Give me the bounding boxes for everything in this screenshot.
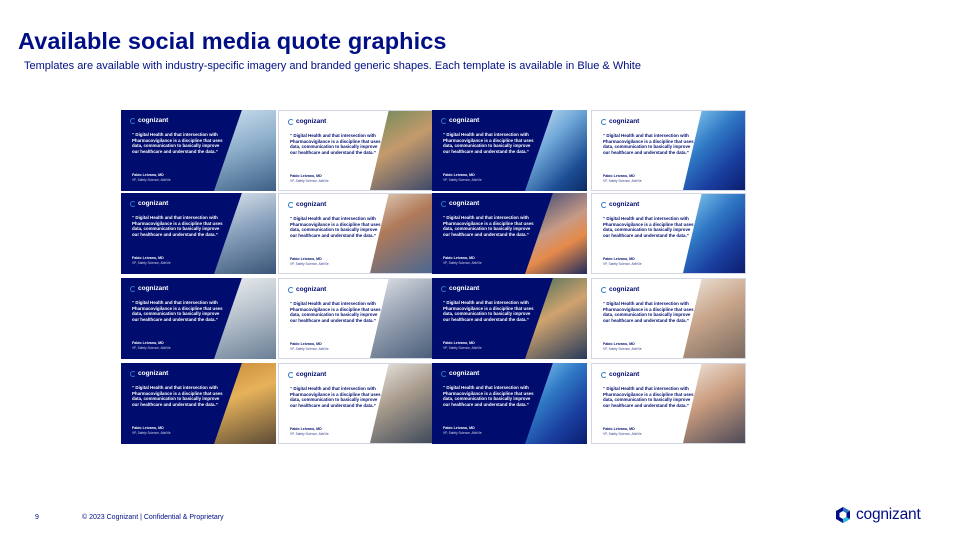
card-quote: “ Digital Health and that intersection with Pharmacovigilance is a discipline that uses data, communication to basically improve our healthcare and understand the data.” — [603, 301, 694, 323]
quote-template-card — [121, 278, 276, 359]
card-logo-text: cognizant — [609, 201, 640, 208]
card-author-role: VP, Safety Science, AbbVie — [290, 262, 329, 266]
quote-template-card — [432, 363, 587, 444]
quote-template-card — [121, 193, 276, 274]
cognizant-mark-icon — [130, 118, 136, 124]
card-author-role: VP, Safety Science, AbbVie — [443, 178, 482, 182]
card-quote: “ Digital Health and that intersection with Pharmacovigilance is a discipline that uses data, communication to basically improve our healthcare and understand the data.” — [443, 300, 534, 322]
card-logo-text: cognizant — [296, 201, 327, 208]
card-quote: “ Digital Health and that intersection with Pharmacovigilance is a discipline that uses data, communication to basically improve our healthcare and understand the data.” — [603, 216, 694, 238]
card-author: Fabio Leivano, MD — [132, 426, 164, 430]
card-author: Fabio Leivano, MD — [290, 427, 322, 431]
card-logo-text: cognizant — [609, 118, 640, 125]
quote-template-card — [591, 363, 746, 444]
card-logo-text: cognizant — [296, 371, 327, 378]
card-author: Fabio Leivano, MD — [603, 174, 635, 178]
cognizant-mark-icon — [130, 201, 136, 207]
card-author: Fabio Leivano, MD — [132, 341, 164, 345]
cognizant-brand-logo — [834, 506, 921, 524]
card-logo — [130, 285, 168, 292]
quote-template-card — [278, 110, 433, 191]
quote-template-card — [432, 110, 587, 191]
card-author-role: VP, Safety Science, AbbVie — [443, 431, 482, 435]
card-author-role: VP, Safety Science, AbbVie — [443, 261, 482, 265]
card-author-role: VP, Safety Science, AbbVie — [290, 432, 329, 436]
card-author-role: VP, Safety Science, AbbVie — [132, 431, 171, 435]
card-logo-text: cognizant — [449, 285, 480, 292]
card-quote: “ Digital Health and that intersection with Pharmacovigilance is a discipline that uses data, communication to basically improve our healthcare and understand the data.” — [443, 215, 534, 237]
quote-template-card — [121, 363, 276, 444]
card-author-role: VP, Safety Science, AbbVie — [603, 432, 642, 436]
card-logo-text: cognizant — [296, 286, 327, 293]
card-logo — [441, 200, 479, 207]
card-logo-text: cognizant — [449, 200, 480, 207]
card-logo — [288, 371, 326, 378]
quote-template-card — [278, 278, 433, 359]
card-author: Fabio Leivano, MD — [132, 256, 164, 260]
card-quote: “ Digital Health and that intersection with Pharmacovigilance is a discipline that uses data, communication to basically improve our healthcare and understand the data.” — [132, 132, 223, 154]
cognizant-mark-icon — [130, 286, 136, 292]
brand-wordmark: cognizant — [856, 506, 921, 523]
card-author-role: VP, Safety Science, AbbVie — [132, 261, 171, 265]
card-author-role: VP, Safety Science, AbbVie — [132, 178, 171, 182]
card-author: Fabio Leivano, MD — [290, 257, 322, 261]
cognizant-mark-icon — [441, 371, 447, 377]
cognizant-mark-icon — [601, 202, 607, 208]
card-logo-text: cognizant — [138, 200, 169, 207]
card-author: Fabio Leivano, MD — [443, 426, 475, 430]
card-logo — [130, 370, 168, 377]
card-author: Fabio Leivano, MD — [290, 342, 322, 346]
card-quote: “ Digital Health and that intersection with Pharmacovigilance is a discipline that uses data, communication to basically improve our healthcare and understand the data.” — [443, 132, 534, 154]
card-logo — [130, 200, 168, 207]
page-number: 9 — [35, 514, 39, 521]
card-logo — [441, 370, 479, 377]
cognizant-mark-icon — [601, 372, 607, 378]
card-author-role: VP, Safety Science, AbbVie — [290, 179, 329, 183]
cognizant-mark-icon — [130, 371, 136, 377]
card-author-role: VP, Safety Science, AbbVie — [603, 347, 642, 351]
card-author: Fabio Leivano, MD — [603, 342, 635, 346]
card-quote: “ Digital Health and that intersection with Pharmacovigilance is a discipline that uses data, communication to basically improve our healthcare and understand the data.” — [290, 216, 381, 238]
card-logo — [441, 117, 479, 124]
card-author-role: VP, Safety Science, AbbVie — [132, 346, 171, 350]
card-logo — [601, 201, 639, 208]
cognizant-mark-icon — [288, 372, 294, 378]
cognizant-mark-icon — [441, 118, 447, 124]
card-author-role: VP, Safety Science, AbbVie — [603, 179, 642, 183]
cognizant-mark-icon — [288, 202, 294, 208]
card-logo — [288, 118, 326, 125]
quote-template-card — [591, 278, 746, 359]
card-author-role: VP, Safety Science, AbbVie — [290, 347, 329, 351]
card-logo-text: cognizant — [138, 285, 169, 292]
template-grid — [121, 109, 746, 444]
card-author-role: VP, Safety Science, AbbVie — [443, 346, 482, 350]
cognizant-mark-icon — [441, 201, 447, 207]
page-title: Available social media quote graphics — [18, 28, 447, 54]
quote-template-card — [121, 110, 276, 191]
cognizant-mark-icon — [288, 119, 294, 125]
card-quote: “ Digital Health and that intersection with Pharmacovigilance is a discipline that uses data, communication to basically improve our healthcare and understand the data.” — [132, 215, 223, 237]
quote-template-card — [432, 193, 587, 274]
card-quote: “ Digital Health and that intersection with Pharmacovigilance is a discipline that uses data, communication to basically improve our healthcare and understand the data.” — [132, 385, 223, 407]
card-author: Fabio Leivano, MD — [443, 173, 475, 177]
card-logo-text: cognizant — [449, 370, 480, 377]
card-author-role: VP, Safety Science, AbbVie — [603, 262, 642, 266]
card-logo-text: cognizant — [138, 117, 169, 124]
card-logo — [288, 286, 326, 293]
cognizant-mark-icon — [601, 119, 607, 125]
cognizant-logo-icon — [834, 506, 852, 524]
quote-template-card — [432, 278, 587, 359]
card-quote: “ Digital Health and that intersection with Pharmacovigilance is a discipline that uses data, communication to basically improve our healthcare and understand the data.” — [290, 133, 381, 155]
card-quote: “ Digital Health and that intersection with Pharmacovigilance is a discipline that uses data, communication to basically improve our healthcare and understand the data.” — [290, 301, 381, 323]
card-author: Fabio Leivano, MD — [132, 173, 164, 177]
quote-template-card — [278, 193, 433, 274]
card-author: Fabio Leivano, MD — [443, 341, 475, 345]
card-logo-text: cognizant — [296, 118, 327, 125]
copyright-notice: © 2023 Cognizant | Confidential & Proprietary — [82, 514, 224, 521]
card-logo-text: cognizant — [609, 286, 640, 293]
card-quote: “ Digital Health and that intersection with Pharmacovigilance is a discipline that uses data, communication to basically improve our healthcare and understand the data.” — [603, 386, 694, 408]
quote-template-card — [278, 363, 433, 444]
card-author: Fabio Leivano, MD — [290, 174, 322, 178]
card-logo — [601, 286, 639, 293]
card-author: Fabio Leivano, MD — [603, 257, 635, 261]
card-quote: “ Digital Health and that intersection with Pharmacovigilance is a discipline that uses data, communication to basically improve our healthcare and understand the data.” — [290, 386, 381, 408]
cognizant-mark-icon — [288, 287, 294, 293]
card-quote: “ Digital Health and that intersection with Pharmacovigilance is a discipline that uses data, communication to basically improve our healthcare and understand the data.” — [443, 385, 534, 407]
card-logo — [441, 285, 479, 292]
card-quote: “ Digital Health and that intersection with Pharmacovigilance is a discipline that uses data, communication to basically improve our healthcare and understand the data.” — [603, 133, 694, 155]
quote-template-card — [591, 193, 746, 274]
card-logo-text: cognizant — [449, 117, 480, 124]
page-subtitle: Templates are available with industry-specific imagery and branded generic shapes. Each template is available in Blue & White — [24, 60, 641, 72]
card-logo-text: cognizant — [138, 370, 169, 377]
card-logo-text: cognizant — [609, 371, 640, 378]
card-author: Fabio Leivano, MD — [603, 427, 635, 431]
card-quote: “ Digital Health and that intersection with Pharmacovigilance is a discipline that uses data, communication to basically improve our healthcare and understand the data.” — [132, 300, 223, 322]
card-logo — [601, 371, 639, 378]
card-logo — [601, 118, 639, 125]
card-logo — [288, 201, 326, 208]
cognizant-mark-icon — [601, 287, 607, 293]
card-author: Fabio Leivano, MD — [443, 256, 475, 260]
cognizant-mark-icon — [441, 286, 447, 292]
card-logo — [130, 117, 168, 124]
quote-template-card — [591, 110, 746, 191]
